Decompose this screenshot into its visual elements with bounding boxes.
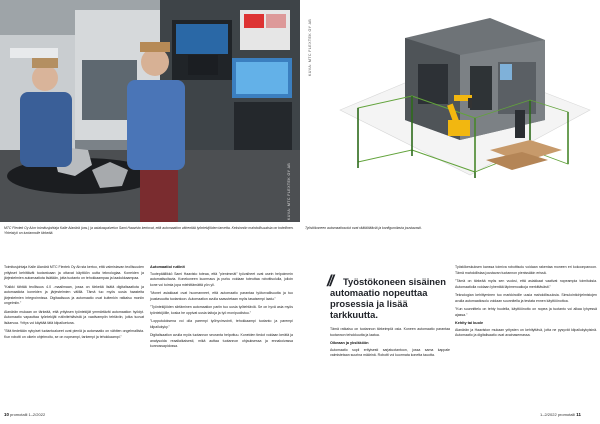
paragraph: "Kun suunnittelu on tehty huolella, käyttöönotto on nopea ja tuotanto voi alkaa lyhyessä ajassa." xyxy=(455,307,597,317)
quote-icon: // xyxy=(327,273,332,290)
paragraph: Automaatio sopii erityisesti sarjatuotantoon, jossa sama kappale valmistetaan suurina määrinä. Robotti voi kuormata konetta tauotta. xyxy=(330,347,450,357)
magazine-name: promotalli xyxy=(10,412,28,417)
paragraph: Tämä ratkaisu on tuotannon tärkeimpiä osia. Koneen automaatio parantaa tuotannon tehokkuutta ja laatua. xyxy=(330,327,450,337)
subheading: Automaatioi rutiinit xyxy=(150,265,185,269)
paragraph: "Sitä tiedetään nykyiset tuotantoalueet ovat pieniä ja automaatio on vähiten ongelmallista. Kun robotti on oikein ohjelmoitu, se on nopeampi, tarkempi ja tehokkaampi." xyxy=(4,329,144,339)
magazine-name: promotalli xyxy=(557,412,576,417)
left-photo-caption: MTC Flextek Oy Ab:n toimitusjohtaja Kalle Alanärä (vas.) ja asiakaspalvelun Sami Haavisto kertovat, että automaation vähentää työntekijöiden tarvetta. Keksinnön mahdollisuuksia on todellinen. Yhteistyö on tuotannolle tärkeää. xyxy=(4,226,294,235)
subheading: Oikeaan ja yksikköön xyxy=(330,341,369,345)
left-column-2 xyxy=(150,265,293,353)
paragraph: "Kaikki tähtää teollisuus 4.0 -maailmaan, jossa on tärkeää lisätä digitalisaatiota ja automaatiota koneiden ja järjestelmien välillä. Tämä tuo myös uusia haasteita järjestelmien integroinnissa. Digitaalisuus ja automaatio ovat kuitenkin ratkaisu moniin ongelmiin." xyxy=(4,284,144,305)
paragraph: "Monet asiakkaat ovat huomanneet, että automaatio parantaa työturvallisuutta ja tuo joustavuutta tuotantoon. Automaation avulla saavutetaan myös tasaisempi laatu." xyxy=(150,291,293,301)
right-folio xyxy=(540,412,581,417)
left-photo-credit: KUVA: MTC FLEXTEK OY AB xyxy=(287,162,291,220)
paragraph: Teknologian kehittyminen tuo markkinoille uusia mahdollisuuksia. Simulointiohjelmistojen avulla automaatiosolu voidaan suunnitella ja testata ennen käyttöönottoa. xyxy=(455,293,597,303)
right-column-2 xyxy=(455,265,597,342)
paragraph: "Tämä on tärkeää myös sen vuoksi, että asiakkaat vaativat nopeampia toimituksia. Automaatiolla voidaan lyhentää läpimenoaikoja merkittävästi." xyxy=(455,279,597,289)
paragraph: Digitalisaation avulla myös tuotannon seuranta helpottuu. Koneiden tiedot voidaan kerätä ja analysoida reaaliaikaisesti, mikä auttaa tuotannon ohjauksessa ja ennakoivassa kunnossapidossa. xyxy=(150,333,293,348)
pull-quote-text: Työstökoneen sisäinen automaatio nopeuttaa prosessia ja lisää tarkkuutta. xyxy=(330,276,446,320)
render-illustration xyxy=(300,0,600,222)
left-folio xyxy=(4,412,45,417)
photo-illustration xyxy=(0,0,300,222)
render-credit: KUVA: MTC FLEXTEK OY AB xyxy=(308,18,312,76)
issue: 1–2/2022 xyxy=(28,412,46,417)
paragraph: Toimitusjohtaja Kalle Alanärä MTC Flextek Oy Ab:sta kertoo, että valmistavan teollisuuden yritykset kehittävät tuotantoaan ja ottavat käyttöön uutta teknologiaa. Koneiden ja järjestelmien automaatiota lisätään, jotta tuotanto on tehokkaampaa ja laadukkaampaa. xyxy=(4,265,144,280)
paragraph: Alanärän mukaan on tärkeää, että yrityksen työntekijät ymmärtävät automaation hyödyt. Automaatio vapauttaa työntekijät rutiinitehtävistä ja vaativampiin tehtäviin, jotka tuovat lisäarvoa. Yritys voi käyttää tätä kilpailuetuna. xyxy=(4,309,144,325)
paragraph: Alanärän ja Haaviston mukaan yritysten on kehityttävä, jotta ne pysyvät kilpailukykyisinä. Automaatio ja digitalisaatio ovat avainasemassa. xyxy=(455,327,597,337)
people-with-machine-photo xyxy=(0,0,300,222)
render-caption: Työstökoneen automaatiosolut ovat räätälöitäviä ja konfiguroitavia joustavasti. xyxy=(305,226,422,230)
left-column-1 xyxy=(4,265,144,343)
subheading: Kehity tai kuole xyxy=(455,321,484,325)
paragraph: "Työntekijöiden siirtäminen automaation pariin tuo uusia työtehtäviä. Se on hyvä asia myös työntekijöille, koska he oppivat uusia taitoja ja työ monipuolistuu." xyxy=(150,305,293,315)
paragraph: "Lopputuloksena voi olla parempi työhyvinvointi, tehokkaampi tuotanto ja parempi kilpailukyky." xyxy=(150,319,293,329)
pull-quote xyxy=(330,276,448,320)
robot-cell-render xyxy=(300,0,600,222)
page-number: 10 xyxy=(4,412,9,417)
paragraph: Työstökeskuksen kanssa toimiva robottisolu voidaan rakentaa moneen eri kokoonpanoon. Tämä mahdollistaa joustavan tuotannon pienissäkin erissä. xyxy=(455,265,597,275)
page-number: 11 xyxy=(576,412,581,417)
right-column-1 xyxy=(330,327,450,362)
issue: 1–2/2022 xyxy=(540,412,557,417)
paragraph: Tuotepäällikkö Sami Haavisto toteaa, että "pienimmät" työvaiheet ovat usein helpoimmin automatisoitavia. Konekoneen kuormaus ja purku voidaan toteuttaa robottisolulla, jolloin kone voi toimia jopa miehittämättä yön yli. xyxy=(150,271,293,287)
